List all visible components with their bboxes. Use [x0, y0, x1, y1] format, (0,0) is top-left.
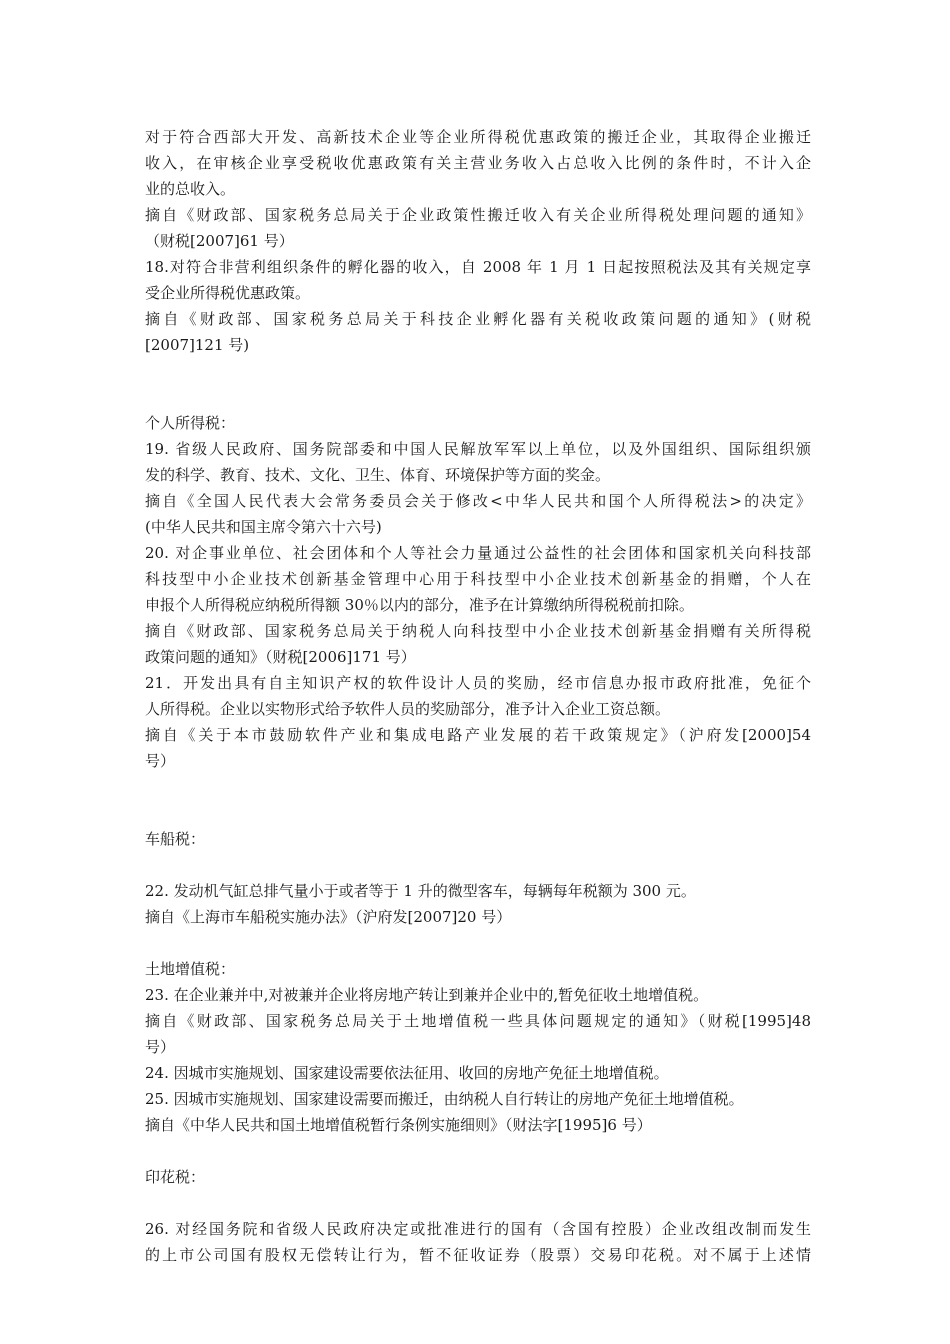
- text-line: 摘自《全国人民代表大会常务委员会关于修改<中华人民共和国个人所得税法>的决定》: [145, 492, 811, 510]
- blank-line: [145, 800, 811, 826]
- text-line: 21．开发出具有自主知识产权的软件设计人员的奖励，经市信息办报市政府批准，免征个: [145, 674, 811, 692]
- text-line: 23. 在企业兼并中,对被兼并企业将房地产转让到兼并企业中的,暂免征收土地增值税。: [145, 986, 709, 1004]
- text-line: 个人所得税：: [145, 414, 236, 432]
- text-line: 对于符合西部大开发、高新技术企业等企业所得税优惠政策的搬迁企业，其取得企业搬迁: [145, 128, 811, 146]
- text-line: [2007]121 号): [145, 336, 250, 354]
- blank-line: [145, 1138, 811, 1164]
- text-line: 摘自《财政部、国家税务总局关于科技企业孵化器有关税收政策问题的通知》(财税: [145, 310, 811, 328]
- document-body: [145, 124, 811, 1268]
- text-line: 22. 发动机气缸总排气量小于或者等于 1 升的微型客车，每辆每年税额为 300 元。: [145, 882, 696, 900]
- text-line: 26. 对经国务院和省级人民政府决定或批准进行的国有（含国有控股）企业改组改制而发生: [145, 1220, 811, 1238]
- text-line: 摘自《中华人民共和国土地增值税暂行条例实施细则》（财法字[1995]6 号）: [145, 1116, 652, 1134]
- text-line: 土地增值税：: [145, 960, 236, 978]
- text-line: （财税[2007]61 号）: [145, 232, 294, 250]
- text-line: 号）: [145, 752, 176, 770]
- text-line: 收入，在审核企业享受税收优惠政策有关主营业务收入占总收入比例的条件时，不计入企: [145, 154, 811, 172]
- blank-line: [145, 930, 811, 956]
- text-line: 摘自《上海市车船税实施办法》（沪府发[2007]20 号）: [145, 908, 512, 926]
- text-line: 印花税：: [145, 1168, 206, 1186]
- text-line: 摘自《财政部、国家税务总局关于企业政策性搬迁收入有关企业所得税处理问题的通知》: [145, 206, 811, 224]
- text-line: 发的科学、教育、技术、文化、卫生、体育、环境保护等方面的奖金。: [145, 466, 611, 484]
- blank-line: [145, 774, 811, 800]
- text-line: 20. 对企事业单位、社会团体和个人等社会力量通过公益性的社会团体和国家机关向科技部: [145, 544, 811, 562]
- text-line: 政策问题的通知》（财税[2006]171 号）: [145, 648, 416, 666]
- text-line: 的上市公司国有股权无偿转让行为，暂不征收证券（股票）交易印花税。对不属于上述情: [145, 1246, 811, 1264]
- text-line: 18.对符合非营利组织条件的孵化器的收入，自 2008 年 1 月 1 日起按照税法及其有关规定享: [145, 258, 811, 276]
- text-line: 25. 因城市实施规划、国家建设需要而搬迁，由纳税人自行转让的房地产免征土地增值税。: [145, 1090, 744, 1108]
- blank-line: [145, 358, 811, 384]
- blank-line: [145, 384, 811, 410]
- text-line: 科技型中小企业技术创新基金管理中心用于科技型中小企业技术创新基金的捐赠，个人在: [145, 570, 811, 588]
- text-line: 19. 省级人民政府、国务院部委和中国人民解放军军以上单位，以及外国组织、国际组织颁: [145, 440, 811, 458]
- text-line: 受企业所得税优惠政策。: [145, 284, 311, 302]
- text-line: (中华人民共和国主席令第六十六号): [145, 518, 382, 536]
- text-line: 24. 因城市实施规划、国家建设需要依法征用、收回的房地产免征土地增值税。: [145, 1064, 669, 1082]
- text-line: 摘自《关于本市鼓励软件产业和集成电路产业发展的若干政策规定》（沪府发[2000]54: [145, 726, 811, 744]
- text-line: 号）: [145, 1038, 176, 1056]
- blank-line: [145, 1190, 811, 1216]
- text-line: 业的总收入。: [145, 180, 236, 198]
- text-line: 摘自《财政部、国家税务总局关于纳税人向科技型中小企业技术创新基金捐赠有关所得税: [145, 622, 811, 640]
- text-line: 申报个人所得税应纳税所得额 30％以内的部分，准予在计算缴纳所得税税前扣除。: [145, 596, 694, 614]
- text-line: 人所得税。企业以实物形式给予软件人员的奖励部分，准予计入企业工资总额。: [145, 700, 671, 718]
- text-line: 车船税：: [145, 830, 206, 848]
- text-line: 摘自《财政部、国家税务总局关于土地增值税一些具体问题规定的通知》（财税[1995]48: [145, 1012, 811, 1030]
- blank-line: [145, 852, 811, 878]
